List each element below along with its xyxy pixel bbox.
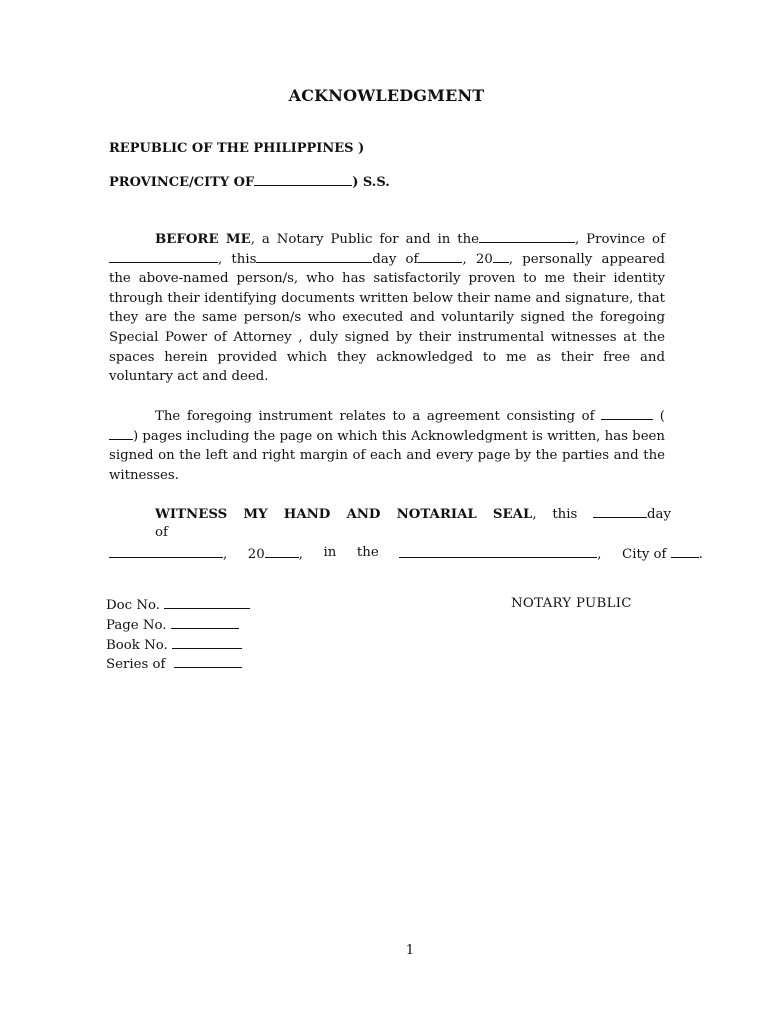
witness-year-blank [265, 545, 299, 558]
the-word: the [356, 545, 379, 560]
before-me-paragraph [109, 230, 665, 387]
location-blank [399, 545, 597, 558]
month-place-blank [109, 545, 223, 558]
notary-public-label: NOTARY PUBLIC [511, 596, 632, 611]
date-comma-3: , [597, 547, 602, 562]
republic-text: REPUBLIC OF THE PHILIPPINES ) [109, 141, 365, 156]
para1-text-1: , a Notary Public for and in the [250, 232, 480, 247]
series-label: Series of [106, 657, 166, 672]
witness-of: of [155, 525, 168, 540]
page-no-label: Page No. [106, 618, 167, 633]
doc-no-line [106, 596, 250, 613]
year-blank [493, 250, 509, 263]
witness-line [155, 505, 671, 522]
para2-text-2: ( [659, 409, 665, 424]
book-no-label: Book No. [106, 638, 168, 653]
para1-text-2: , Province of [575, 232, 665, 247]
foregoing-paragraph [109, 407, 665, 485]
series-blank [174, 655, 242, 668]
year-prefix: 20 [247, 547, 265, 562]
province-blank [254, 173, 352, 186]
province-of-blank [109, 250, 218, 263]
para1-text-3: , this [218, 251, 257, 267]
city-of-label: City of [622, 547, 667, 562]
province-suffix: ) S.S. [352, 175, 390, 190]
province-line [109, 173, 390, 190]
witness-day: day [647, 507, 671, 522]
pages-number-blank [109, 427, 133, 440]
province-label: PROVINCE/CITY OF [109, 175, 255, 190]
doc-no-label: Doc No. [106, 598, 160, 613]
date-comma-1: , [223, 547, 228, 562]
place-blank [479, 230, 575, 243]
book-no-line [106, 636, 242, 653]
witness-lead: WITNESS MY HAND AND NOTARIAL SEAL [155, 507, 533, 522]
day-blank [256, 250, 372, 263]
para1-text-6: , personally appeared the above-named person/s, who has satisfactorily proven to me their identity through their identifying documents written below their name and signature, that they are the same person/s who executed and voluntarily signed the foregoing Special Power of Attorney , duly signed by their instrumental witnesses at the spaces herein provided which they acknowledged to me as their free and voluntary act and deed. [109, 251, 665, 385]
document-title: ACKNOWLEDGMENT [288, 86, 485, 105]
in-word: in [323, 545, 337, 560]
date-comma-2: , [298, 547, 303, 562]
before-me-lead: BEFORE ME [155, 232, 251, 247]
para1-text-4: day of [372, 251, 419, 267]
pages-words-blank [601, 407, 653, 420]
date-place-line [109, 545, 703, 562]
series-line [106, 655, 242, 672]
doc-no-blank [164, 596, 250, 609]
witness-comma: , [532, 507, 537, 522]
witness-day-blank [593, 505, 647, 518]
page-no-line [106, 616, 239, 633]
book-no-blank [172, 636, 242, 649]
para2-text-3: ) pages including the page on which this Acknowledgment is written, has been signed on the left and right margin of each and every page by the parties and the witnesses. [109, 428, 665, 483]
page-number: 1 [405, 943, 415, 958]
date-period: . [698, 547, 703, 562]
page-no-blank [171, 616, 239, 629]
para2-text-1: The foregoing instrument relates to a agreement consisting of [155, 409, 595, 424]
city-blank [671, 545, 699, 558]
witness-this: this [552, 507, 578, 522]
republic-line [109, 141, 364, 156]
month-blank [418, 250, 462, 263]
para1-text-5: , 20 [462, 251, 493, 267]
